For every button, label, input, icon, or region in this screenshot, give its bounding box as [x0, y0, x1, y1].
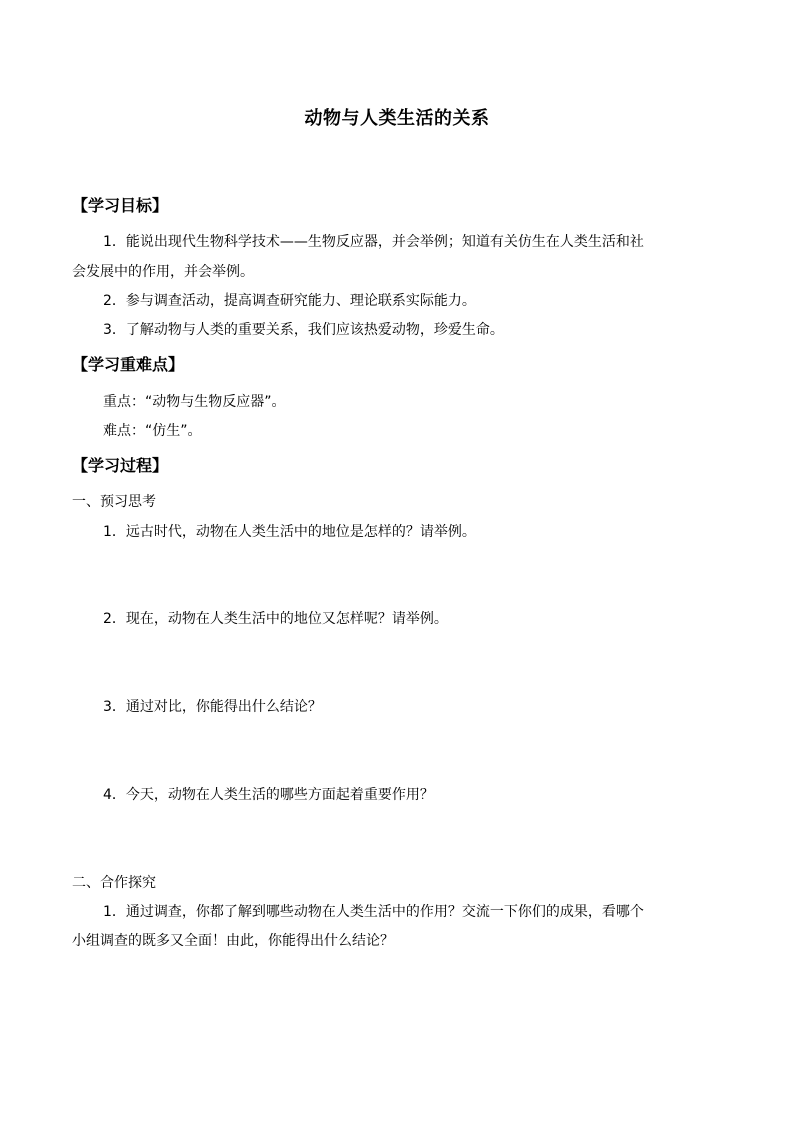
goal-item-2: 2．参与调查活动，提高调查研究能力、理论联系实际能力。	[103, 293, 476, 309]
key-point-difficulty: 难点：“仿生”。	[103, 423, 202, 439]
goal-item-3: 3．了解动物与人类的重要关系，我们应该热爱动物，珍爱生命。	[103, 322, 504, 338]
section1-heading: 一、预习思考	[72, 494, 156, 510]
goal-item-1-cont: 会发展中的作用，并会举例。	[72, 264, 254, 280]
section2-question-1: 1．通过调查，你都了解到哪些动物在人类生活中的作用？交流一下你们的成果，看哪个	[103, 904, 644, 920]
key-points-heading: 【学习重难点】	[72, 355, 185, 374]
goals-heading: 【学习目标】	[72, 196, 169, 215]
section2-question-1-cont: 小组调查的既多又全面！由此，你能得出什么结论？	[72, 933, 394, 949]
section1-question-1: 1．远古时代，动物在人类生活中的地位是怎样的？请举例。	[103, 524, 476, 540]
key-point-focus: 重点：“动物与生物反应器”。	[103, 394, 286, 410]
goal-item-1: 1．能说出现代生物科学技术——生物反应器，并会举例；知道有关仿生在人类生活和社	[103, 234, 644, 250]
page-title: 动物与人类生活的关系	[304, 108, 490, 129]
section2-heading: 二、合作探究	[72, 875, 156, 891]
section1-question-4: 4．今天，动物在人类生活的哪些方面起着重要作用？	[103, 787, 434, 803]
section1-question-3: 3．通过对比，你能得出什么结论？	[103, 699, 322, 715]
process-heading: 【学习过程】	[72, 456, 169, 475]
section1-question-2: 2．现在，动物在人类生活中的地位又怎样呢？请举例。	[103, 611, 448, 627]
